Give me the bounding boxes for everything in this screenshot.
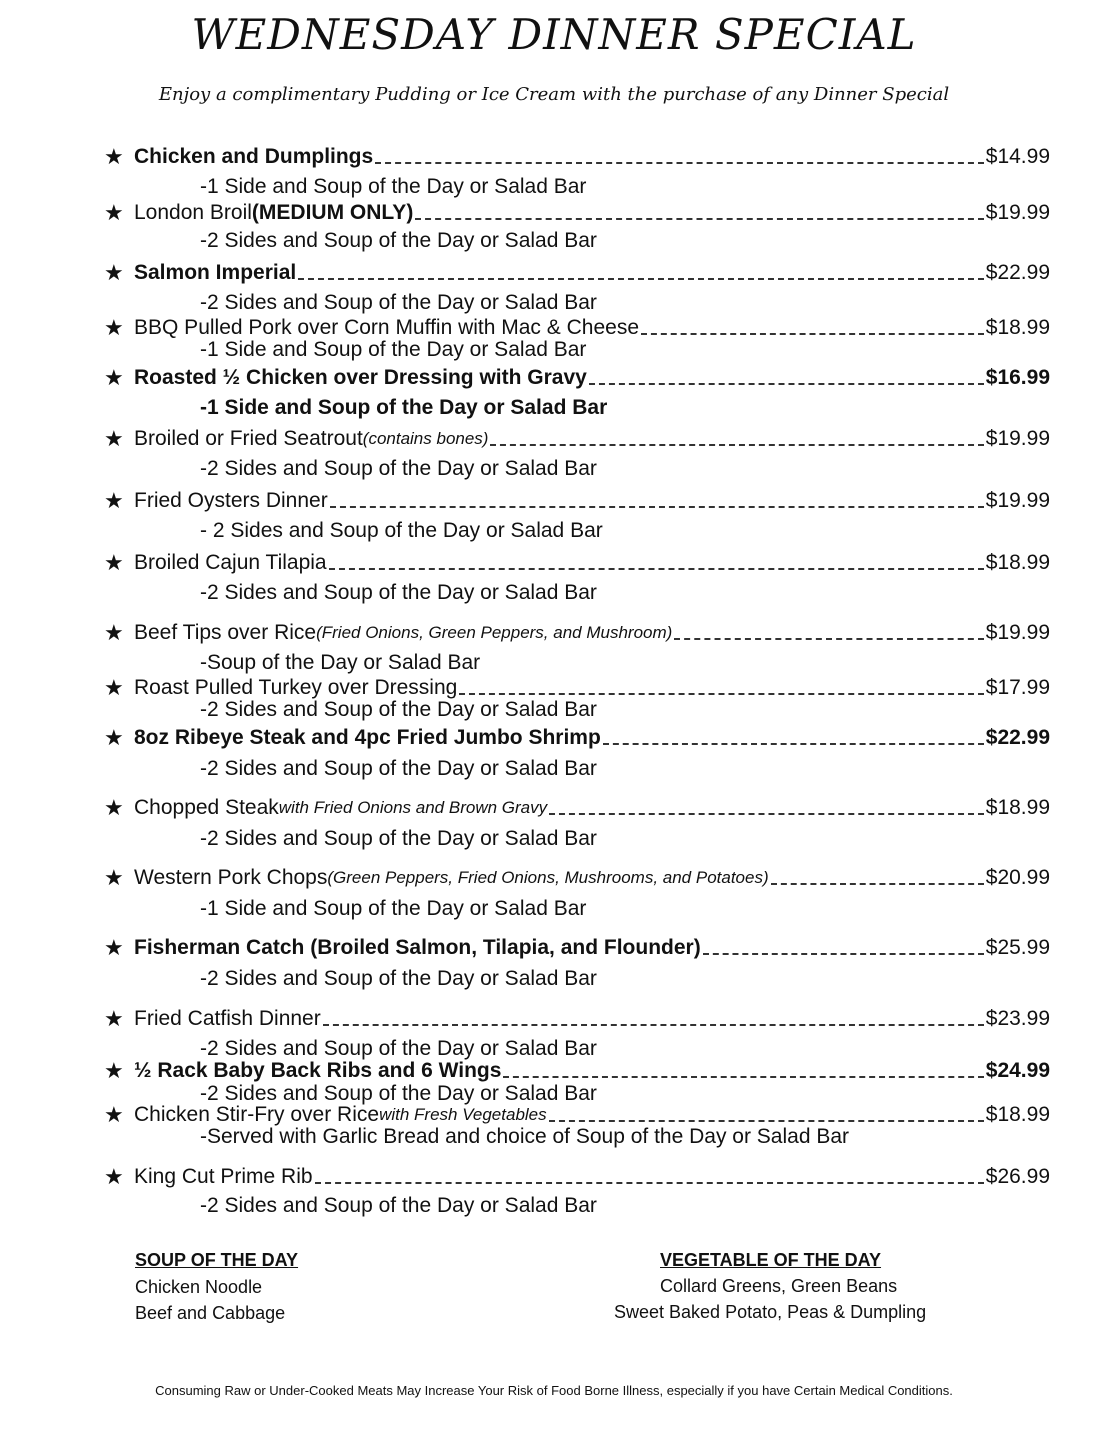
item-description: -2 Sides and Soup of the Day or Salad Bar [200,229,597,252]
dotted-leader [641,333,984,335]
star-icon: ★ [104,315,124,340]
item-name: Chicken and Dumplings [134,145,374,168]
star-icon: ★ [104,1164,124,1189]
dotted-leader [329,568,984,570]
item-price: $19.99 [985,427,1050,450]
star-icon: ★ [104,144,124,169]
item-name: Chopped Steak [134,796,279,819]
dotted-leader [674,638,983,640]
vegetable-heading: VEGETABLE OF THE DAY [660,1250,882,1270]
subtitle: Enjoy a complimentary Pudding or Ice Cream with the purchase of any Dinner Special [158,84,950,105]
item-note: with Fresh Vegetables [379,1105,547,1124]
dotted-leader [771,883,984,885]
item-name: Western Pork Chops [134,866,328,889]
item-price: $14.99 [985,145,1050,168]
dotted-leader [549,813,984,815]
soup-item-2: Beef and Cabbage [135,1303,286,1323]
health-disclaimer: Consuming Raw or Under-Cooked Meats May Increase Your Risk of Food Borne Illness, especially if you have Certain Medical Conditions. [155,1383,953,1398]
item-description: -2 Sides and Soup of the Day or Salad Bar [200,967,597,990]
item-price: $18.99 [985,796,1050,819]
item-description: -1 Side and Soup of the Day or Salad Bar [200,897,587,920]
item-name: BBQ Pulled Pork over Corn Muffin with Mac & Cheese [134,316,639,339]
item-name: Broiled or Fried Seatrout [134,427,363,450]
star-icon: ★ [104,200,124,225]
item-price: $26.99 [985,1165,1050,1188]
item-price: $20.99 [985,866,1050,889]
page-title: WEDNESDAY DINNER SPECIAL [191,10,917,59]
dotted-leader [330,506,984,508]
item-description: -2 Sides and Soup of the Day or Salad Bar [200,291,597,314]
vegetable-item-1: Collard Greens, Green Beans [660,1276,898,1296]
menu-item [104,546,1050,576]
item-price: $19.99 [985,621,1050,644]
star-icon: ★ [104,725,124,750]
dotted-leader [375,162,984,164]
item-name: ½ Rack Baby Back Ribs and 6 Wings [134,1059,502,1082]
item-name: Fried Oysters Dinner [134,489,328,512]
item-name: Roast Pulled Turkey over Dressing [134,676,458,699]
star-icon: ★ [104,865,124,890]
dotted-leader [703,953,984,955]
item-price: $24.99 [985,1059,1050,1082]
item-description: -2 Sides and Soup of the Day or Salad Bar [200,581,597,604]
item-price: $18.99 [985,551,1050,574]
star-icon: ★ [104,426,124,451]
menu-item [104,1160,1050,1190]
star-icon: ★ [104,365,124,390]
item-name: King Cut Prime Rib [134,1165,313,1188]
item-description: -2 Sides and Soup of the Day or Salad Bar [200,757,597,780]
soup-item-1: Chicken Noodle [135,1277,263,1297]
star-icon: ★ [104,1102,124,1127]
menu-item [104,721,1050,751]
item-price: $19.99 [985,489,1050,512]
item-description: - 2 Sides and Soup of the Day or Salad Bar [200,519,603,542]
item-name: Roasted ½ Chicken over Dressing with Gravy [134,366,587,389]
dotted-leader [549,1120,984,1122]
item-description: -2 Sides and Soup of the Day or Salad Bar [200,1037,597,1060]
dotted-leader [490,444,983,446]
item-price: $16.99 [985,366,1050,389]
item-name: Broiled Cajun Tilapia [134,551,327,574]
star-icon: ★ [104,488,124,513]
item-price: $17.99 [985,676,1050,699]
menu-item [104,1002,1050,1032]
item-description: -2 Sides and Soup of the Day or Salad Bar [200,1194,597,1217]
item-note: (Green Peppers, Fried Onions, Mushrooms, and Potatoes) [327,868,769,887]
dotted-leader [415,218,983,220]
item-name: Fried Catfish Dinner [134,1007,321,1030]
menu-item [104,1054,1050,1084]
item-price: $18.99 [985,1103,1050,1126]
item-name: Salmon Imperial [134,261,297,284]
dotted-leader [323,1024,984,1026]
item-description: -2 Sides and Soup of the Day or Salad Bar [200,827,597,850]
menu-item [104,256,1050,286]
menu-item [104,361,1050,391]
star-icon: ★ [104,1058,124,1083]
item-price: $18.99 [985,316,1050,339]
item-qualifier: (MEDIUM ONLY) [251,201,414,224]
item-description: -1 Side and Soup of the Day or Salad Bar [200,338,587,361]
item-description: -Soup of the Day or Salad Bar [200,651,481,674]
item-name: London Broil [134,201,252,224]
item-price: $22.99 [985,261,1050,284]
star-icon: ★ [104,1006,124,1031]
star-icon: ★ [104,935,124,960]
vegetable-item-2: Sweet Baked Potato, Peas & Dumpling [614,1302,927,1322]
menu-item [104,791,1050,821]
dotted-leader [298,278,984,280]
menu-item [104,196,1050,226]
item-note: (contains bones) [362,429,489,448]
dotted-leader [503,1076,983,1078]
soup-heading: SOUP OF THE DAY [135,1250,299,1270]
star-icon: ★ [104,550,124,575]
dotted-leader [603,743,984,745]
menu-item [104,422,1050,452]
item-name: Fisherman Catch (Broiled Salmon, Tilapia, and Flounder) [134,936,701,959]
item-note: (Fried Onions, Green Peppers, and Mushroom) [316,623,673,642]
item-price: $23.99 [985,1007,1050,1030]
dotted-leader [315,1182,984,1184]
item-name: Beef Tips over Rice [134,621,317,644]
item-note: with Fried Onions and Brown Gravy [278,798,548,817]
item-price: $19.99 [985,201,1050,224]
item-description: -1 Side and Soup of the Day or Salad Bar [200,175,587,198]
menu-item [104,616,1050,646]
item-name: 8oz Ribeye Steak and 4pc Fried Jumbo Shrimp [134,726,601,749]
star-icon: ★ [104,260,124,285]
item-price: $22.99 [985,726,1050,749]
menu-item [104,140,1050,170]
star-icon: ★ [104,675,124,700]
item-description: -1 Side and Soup of the Day or Salad Bar [200,396,608,419]
menu-item [104,861,1050,891]
item-description: -2 Sides and Soup of the Day or Salad Bar [200,1082,597,1105]
menu-item [104,484,1050,514]
item-price: $25.99 [985,936,1050,959]
item-description: -2 Sides and Soup of the Day or Salad Bar [200,457,597,480]
item-description: -Served with Garlic Bread and choice of Soup of the Day or Salad Bar [200,1125,850,1148]
dotted-leader [459,693,983,695]
menu-item [104,931,1050,961]
item-name: Chicken Stir-Fry over Rice [134,1103,380,1126]
star-icon: ★ [104,620,124,645]
dotted-leader [589,383,984,385]
star-icon: ★ [104,795,124,820]
item-description: -2 Sides and Soup of the Day or Salad Bar [200,698,597,721]
